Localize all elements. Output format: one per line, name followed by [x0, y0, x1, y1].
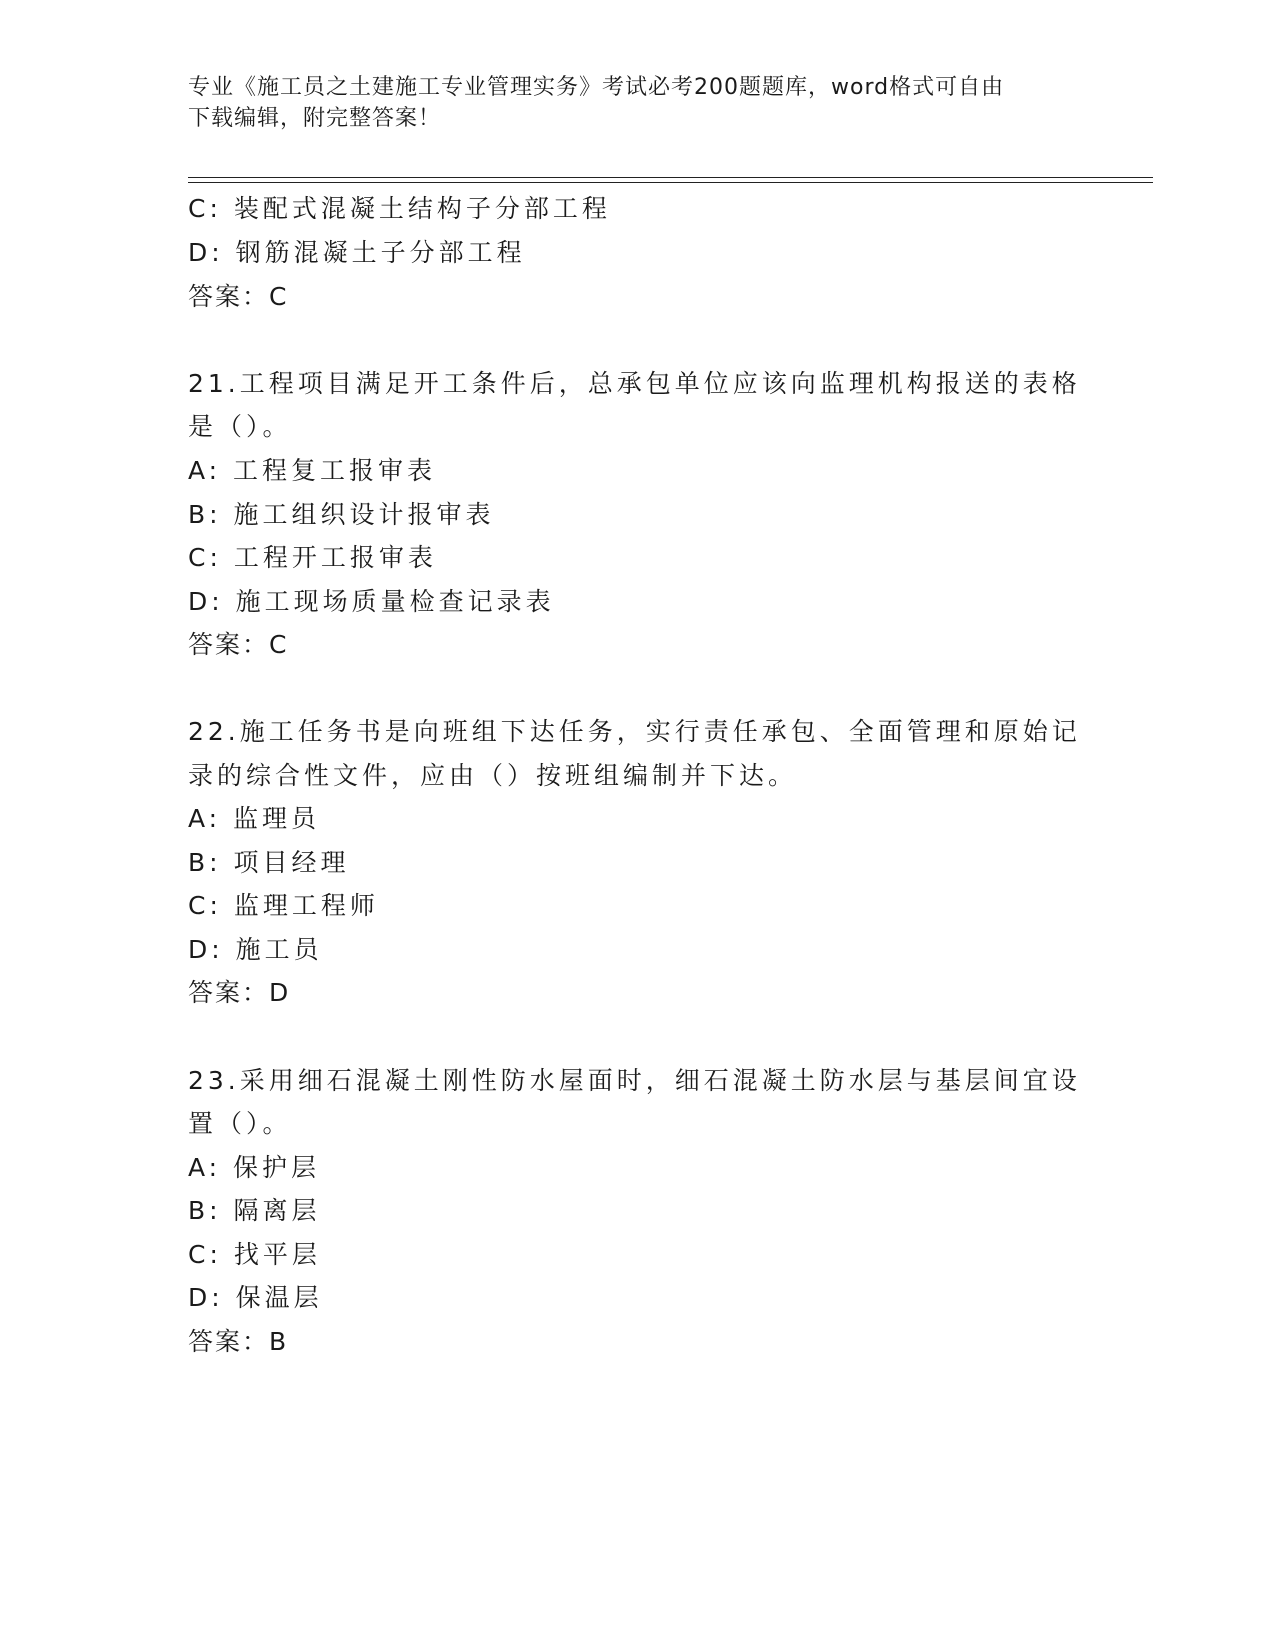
prev-answer: 答案：C [188, 282, 289, 311]
question-23-option-d: D: 保温层 [188, 1283, 323, 1312]
question-21-answer: 答案：C [188, 630, 289, 659]
prev-option-c: C: 装配式混凝土结构子分部工程 [188, 194, 611, 223]
question-21-option-d: D: 施工现场质量检查记录表 [188, 587, 555, 616]
prev-option-d: D: 钢筋混凝土子分部工程 [188, 238, 526, 267]
question-22-option-d: D: 施工员 [188, 935, 323, 964]
question-22-stem-line-2: 录的综合性文件，应由（）按班组编制并下达。 [188, 761, 798, 790]
header-line-1: 专业《施工员之土建施工专业管理实务》考试必考200题题库，word格式可自由 [188, 75, 1005, 100]
question-21-option-c: C: 工程开工报审表 [188, 543, 437, 572]
question-23-stem-line-2: 置（）。 [188, 1109, 292, 1138]
question-23-option-b: B: 隔离层 [188, 1196, 321, 1225]
header-divider-top [188, 177, 1153, 178]
question-22-option-b: B: 项目经理 [188, 848, 350, 877]
question-23-stem-line-1: 23.采用细石混凝土刚性防水屋面时，细石混凝土防水层与基层间宜设 [188, 1066, 1081, 1095]
question-21-option-a: A: 工程复工报审表 [188, 456, 437, 485]
question-22-answer: 答案：D [188, 978, 291, 1007]
header-divider-bottom [188, 182, 1153, 183]
question-23-answer: 答案：B [188, 1327, 289, 1356]
question-23-option-c: C: 找平层 [188, 1240, 321, 1269]
header-line-2: 下载编辑，附完整答案！ [188, 106, 442, 131]
question-21-option-b: B: 施工组织设计报审表 [188, 500, 495, 529]
question-22-stem-line-1: 22.施工任务书是向班组下达任务，实行责任承包、全面管理和原始记 [188, 717, 1081, 746]
question-21-stem-line-2: 是（）。 [188, 412, 292, 441]
document-header [188, 72, 1088, 134]
question-22-option-c: C: 监理工程师 [188, 891, 379, 920]
question-23-option-a: A: 保护层 [188, 1153, 321, 1182]
question-22-option-a: A: 监理员 [188, 804, 321, 833]
question-21-stem-line-1: 21.工程项目满足开工条件后，总承包单位应该向监理机构报送的表格 [188, 369, 1081, 398]
